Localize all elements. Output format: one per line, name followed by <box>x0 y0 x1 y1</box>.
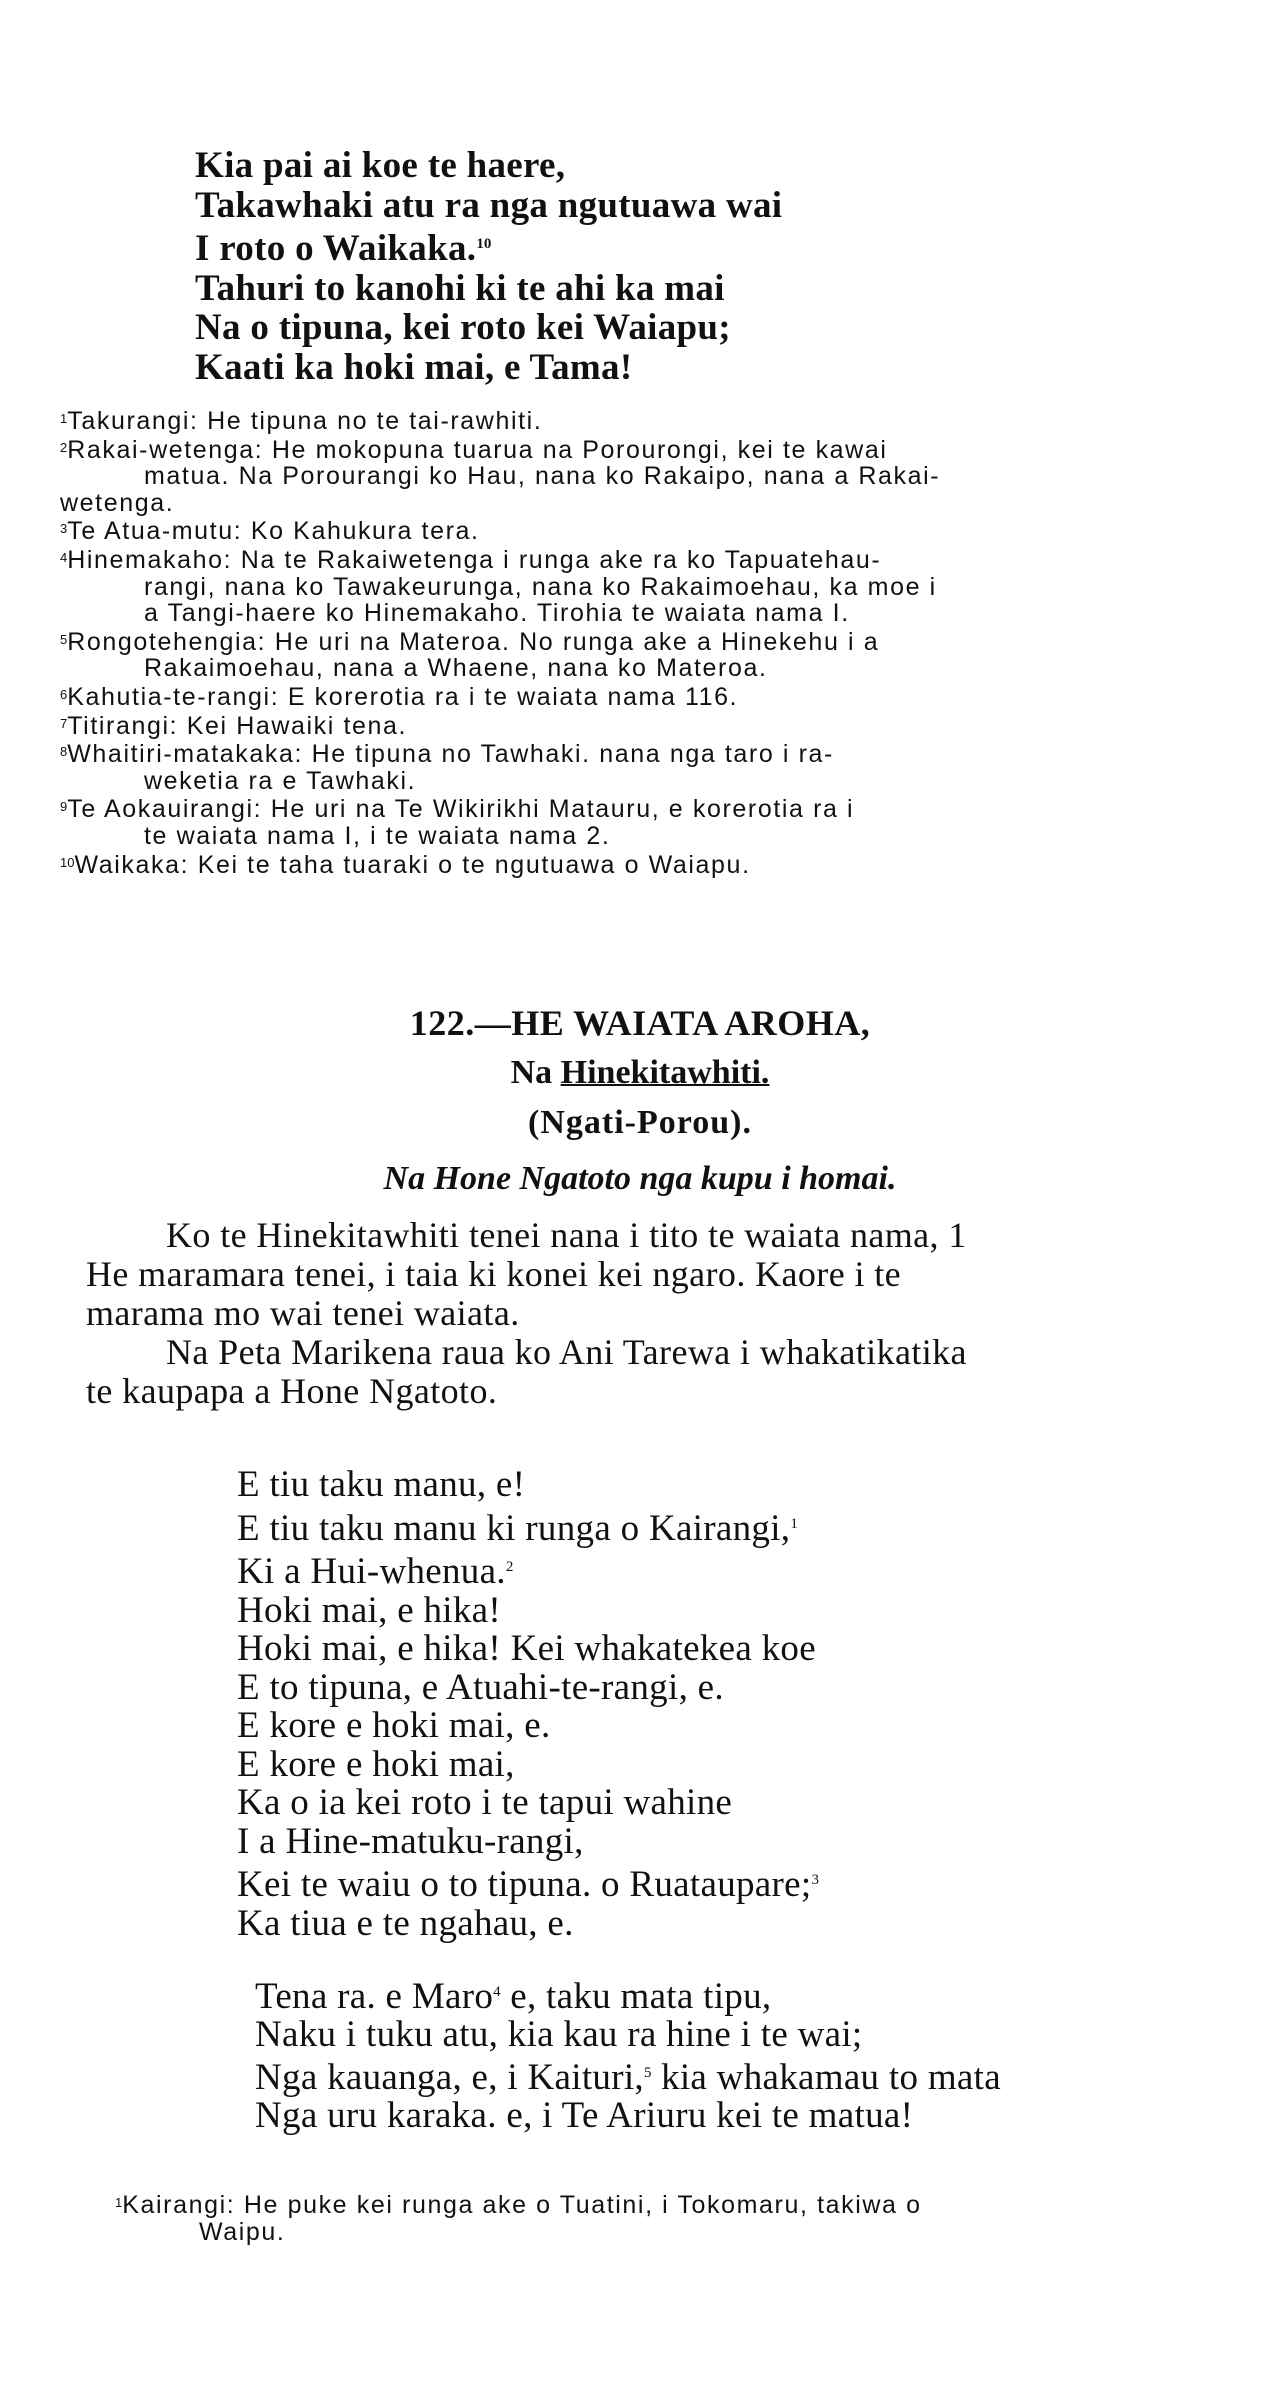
footnote-continuation: Waipu. <box>199 2217 286 2246</box>
footnote-continuation: rangi, nana ko Tawakeurunga, nana ko Rakaimoehau, ka moe i <box>144 572 937 601</box>
footnote: $^8$Whaitiri-matakaka: He tipuna no Tawhaki. nana nga taro i ra- <box>60 740 834 769</box>
song-title: 122.—HE WAIATA AROHA, <box>409 1003 871 1043</box>
verse-line: Hoki mai, e hika! <box>237 1589 502 1631</box>
prose-line: marama mo wai tenei waiata. <box>86 1293 520 1333</box>
footnote-continuation: wetenga. <box>60 488 175 517</box>
verse-line: Naku i tuku atu, kia kau ra hine i te wai; <box>255 2014 863 2055</box>
footnote-ref: 4 <box>493 1984 501 2000</box>
prose-line: Na Peta Marikena raua ko Ani Tarewa i whakatikatika <box>166 1332 967 1372</box>
footnote-ref: 2 <box>505 1559 514 1575</box>
footnote: $^3$Te Atua-mutu: Ko Kahukura tera. <box>60 517 480 546</box>
footnote-ref: 1 <box>790 1515 798 1532</box>
verse-line: I a Hine-matuku-rangi, <box>237 1820 584 1862</box>
verse-line: I roto o Waikaka.$^{10}$ <box>195 228 492 269</box>
song-contributor: Na Hone Ngatoto nga kupu i homai. <box>383 1160 897 1197</box>
footnote: $^9$Te Aokauirangi: He uri na Te Wikirikhi Matauru, e korerotia ra i <box>60 795 855 824</box>
footnote-continuation: te waiata nama I, i te waiata nama 2. <box>144 821 611 850</box>
footnote-continuation: weketia ra e Tawhaki. <box>144 766 417 795</box>
song-author: Na Hinekitawhiti. <box>510 1054 770 1091</box>
verse-previous-song <box>195 146 782 387</box>
verse-line: Tahuri to kanohi ki te ahi ka mai <box>195 267 725 309</box>
verse-line: Hoki mai, e hika! Kei whakatekea koe <box>237 1628 816 1669</box>
song-tribe: (Ngati-Porou). <box>528 1104 752 1141</box>
verse-line: Ka tiua e te ngahau, e. <box>237 1902 574 1944</box>
footnote: $^7$Titirangi: Kei Hawaiki tena. <box>60 711 408 740</box>
footnotes-previous-song <box>60 406 1240 878</box>
verse-line: Kia pai ai koe te haere, <box>195 145 566 186</box>
footnote: $^5$Rongotehengia: He uri na Materoa. No runga ake a Hinekehu i a <box>60 627 880 656</box>
verse-line: Nga kauanga, e, i Kaituri,$^5$ kia whakamau to mata <box>255 2057 1001 2098</box>
song-verse-1 <box>237 1466 819 1943</box>
footnotes-song-122 <box>115 2190 1280 2245</box>
verse-line: Na o tipuna, kei roto kei Waiapu; <box>195 307 731 348</box>
footnote-continuation: a Tangi-haere ko Hinemakaho. Tirohia te waiata nama I. <box>144 599 850 628</box>
footnote-continuation: Rakaimoehau, nana a Whaene, nana ko Materoa. <box>144 654 768 683</box>
verse-line: Nga uru karaka. e, i Te Ariuru kei te matua! <box>255 2095 914 2136</box>
verse-line: Tena ra. e Maro$^4$ e, taku mata tipu, <box>255 1976 772 2017</box>
footnote-ref: 5 <box>643 2065 652 2081</box>
verse-line: Kaati ka hoki mai, e Tama! <box>195 346 633 388</box>
song-verse-2 <box>255 1973 1001 2135</box>
verse-line: Ki a Hui-whenua.$^2$ <box>237 1551 514 1592</box>
verse-line: E kore e hoki mai, <box>237 1743 515 1785</box>
footnote: $^1$Kairangi: He puke kei runga ake o Tuatini, i Tokomaru, takiwa o <box>115 2191 922 2219</box>
verse-line: E kore e hoki mai, e. <box>237 1705 551 1746</box>
song-introduction <box>86 1216 1261 1411</box>
verse-line: E tiu taku manu ki runga o Kairangi,$^1$ <box>237 1507 798 1549</box>
footnote: $^4$Hinemakaho: Na te Rakaiwetenga i runga ake ra ko Tapuatehau- <box>60 545 882 574</box>
verse-line: Kei te waiu o to tipuna. o Ruataupare;$^3$ <box>237 1864 819 1905</box>
prose-line: Ko te Hinekitawhiti tenei nana i tito te waiata nama, 1 <box>166 1215 967 1255</box>
footnote-ref: 3 <box>811 1872 819 1888</box>
prose-line: te kaupapa a Hone Ngatoto. <box>86 1371 498 1411</box>
footnote-continuation: matua. Na Porourangi ko Hau, nana ko Rakaipo, nana a Rakai- <box>144 462 941 491</box>
footnote: $^6$Kahutia-te-rangi: E korerotia ra i te waiata nama 116. <box>60 682 739 711</box>
verse-line: E tiu taku manu, e! <box>237 1464 526 1505</box>
footnote: $^{10}$Waikaka: Kei te taha tuaraki o te ngutuawa o Waiapu. <box>60 850 751 879</box>
footnote: $^1$Takurangi: He tipuna no te tai-rawhiti. <box>60 407 543 435</box>
footnote: $^2$Rakai-wetenga: He mokopuna tuarua na Porourongi, kei te kawai <box>60 435 888 464</box>
prose-line: He maramara tenei, i taia ki konei kei ngaro. Kaore i te <box>86 1254 902 1294</box>
verse-line: Ka o ia kei roto i te tapui wahine <box>237 1782 733 1823</box>
footnote-ref: 10 <box>476 236 492 252</box>
verse-line: E to tipuna, e Atuahi-te-rangi, e. <box>237 1666 724 1708</box>
verse-line: Takawhaki atu ra nga ngutuawa wai <box>195 184 783 226</box>
